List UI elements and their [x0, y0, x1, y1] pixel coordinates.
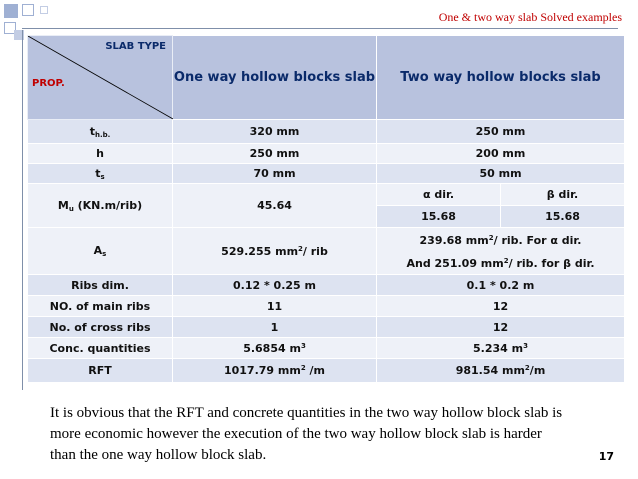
table-row	[28, 296, 625, 317]
column-header-one-way: One way hollow blocks slab	[173, 36, 377, 120]
side-rule	[22, 30, 23, 390]
two-way-value: 200 mm	[377, 144, 625, 164]
table-row	[28, 359, 625, 383]
table-row	[28, 120, 625, 144]
beta-dir-value: 15.68	[501, 206, 625, 228]
one-way-value: 70 mm	[173, 164, 377, 184]
two-way-value: 12	[377, 317, 625, 338]
decor-square	[22, 4, 34, 16]
corner-cell	[28, 36, 173, 120]
row-label: Conc. quantities	[28, 338, 173, 359]
conclusion-paragraph: It is obvious that the RFT and concrete quantities in the two way hollow block slab is more economic however the execution of the two way hollow block slab is harder than the one way hollow block slab.	[50, 405, 563, 463]
row-label: $M_u$ (KN.m/rib)	[28, 184, 173, 228]
slide-title: One & two way slab Solved examples	[438, 10, 622, 24]
column-header-two-way: Two way hollow blocks slab	[377, 36, 625, 120]
prop-label: PROP.	[32, 78, 65, 89]
slab-type-label: SLAB TYPE	[105, 41, 166, 52]
decor-square	[4, 4, 18, 18]
two-way-value: 250 mm	[377, 120, 625, 144]
one-way-value: 11	[173, 296, 377, 317]
two-way-value: 12	[377, 296, 625, 317]
two-way-value: 50 mm	[377, 164, 625, 184]
two-way-value: 239.68 $mm^2/$ rib. For α dir. And 251.09 $mm^2/$ rib. for β dir.	[377, 228, 625, 275]
row-label: $A_s$	[28, 228, 173, 275]
two-way-value: 981.54 $mm^2/m$	[377, 359, 625, 383]
table-header-row	[28, 36, 625, 120]
one-way-value: 5.6854 $m^3$	[173, 338, 377, 359]
comparison-table	[27, 35, 625, 383]
row-label: NO. of main ribs	[28, 296, 173, 317]
table-row	[28, 184, 625, 206]
row-label: $t_{h.b.}$	[28, 120, 173, 144]
table-row	[28, 338, 625, 359]
table-row	[28, 228, 625, 275]
alpha-dir-value: 15.68	[377, 206, 501, 228]
one-way-value: 529.255 $mm^2/$ rib	[173, 228, 377, 275]
table-row	[28, 317, 625, 338]
decor-square	[40, 6, 48, 14]
table-row	[28, 275, 625, 296]
row-label: h	[28, 144, 173, 164]
row-label: $t_s$	[28, 164, 173, 184]
alpha-dir-label: α dir.	[377, 184, 501, 206]
two-way-value: 0.1 * 0.2 m	[377, 275, 625, 296]
beta-dir-label: β dir.	[501, 184, 625, 206]
table-row	[28, 164, 625, 184]
one-way-value: 320 mm	[173, 120, 377, 144]
one-way-value: 45.64	[173, 184, 377, 228]
one-way-value: 1	[173, 317, 377, 338]
row-label: RFT	[28, 359, 173, 383]
two-way-value: 5.234 $m^3$	[377, 338, 625, 359]
row-label: No. of cross ribs	[28, 317, 173, 338]
table-row	[28, 144, 625, 164]
page-number: 17	[598, 450, 614, 463]
one-way-value: 1017.79 $mm^2$ /m	[173, 359, 377, 383]
row-label: Ribs dim.	[28, 275, 173, 296]
header-rule	[22, 28, 618, 29]
one-way-value: 250 mm	[173, 144, 377, 164]
one-way-value: 0.12 * 0.25 m	[173, 275, 377, 296]
